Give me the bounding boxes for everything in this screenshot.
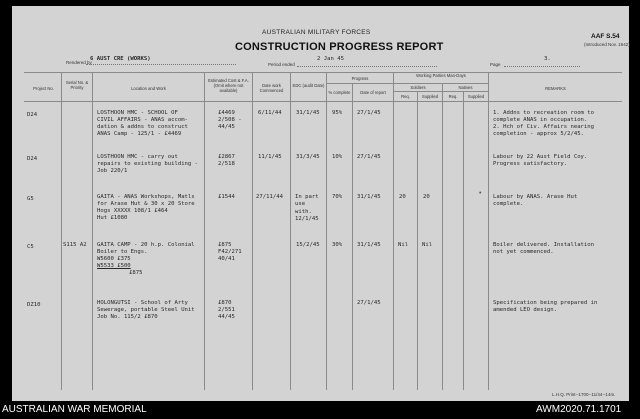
row-cost-line: £1544 (218, 194, 235, 200)
col-header-commenced: Date work Commenced (259, 83, 284, 93)
col-header-progress: Progress (351, 76, 369, 81)
table-header-rule (24, 101, 622, 102)
page-value: 3. (544, 56, 551, 62)
row-cost-line: £4469 (218, 110, 235, 116)
report-sheet (12, 6, 629, 401)
print-imprint: L.H.Q. Print--1700--11/44--14m. (552, 392, 616, 397)
col-divider (417, 91, 418, 390)
archive-name: AUSTRALIAN WAR MEMORIAL (2, 404, 147, 415)
row-location-line: Boiler to Engs. (97, 249, 148, 255)
row-cost-line: 40/41 (218, 256, 235, 262)
row-cost-line: F42/271 (218, 249, 242, 255)
row-remarks-line: not yet commenced. (493, 249, 554, 255)
row-remarks-line: complete. (493, 201, 524, 207)
row-remarks-line: amended LEO design. (493, 307, 557, 313)
row-location-line: GAITA CAMP - 20 h.p. Colonial (97, 242, 195, 248)
row-remarks-line: Specification being prepared in (493, 300, 598, 306)
row-project-no: G5 (27, 196, 34, 202)
col-divider (488, 72, 489, 390)
row-edc: In part use with. 12/1/45 (295, 194, 319, 223)
col-header-natives-req: Req. (448, 94, 458, 99)
period-line (297, 66, 437, 67)
row-pct: 95% (332, 110, 343, 116)
row-edc: 31/1/45 (296, 110, 320, 116)
col-header-cost: Estimated Cost & F.A. (Omit where not available) (208, 78, 249, 93)
row-location-line: W5533 £500 (97, 263, 131, 269)
row-location-line: for Arase Hut & 30 x 20 Store (97, 201, 195, 207)
page-title: CONSTRUCTION PROGRESS REPORT (235, 41, 444, 53)
row-date-report: 27/1/45 (357, 110, 381, 116)
row-date-report: 31/1/45 (357, 242, 381, 248)
col-header-project: Project No. (33, 86, 54, 91)
col-header-soldiers: Soldiers (410, 85, 426, 90)
row-location-line: Job No. 115/2 £870 (97, 314, 158, 320)
working-parties-sub-rule (393, 83, 488, 84)
row-pct: 10% (332, 154, 343, 160)
col-header-remarks: REMARKS (545, 86, 566, 91)
row-project-no: D24 (27, 112, 38, 118)
col-divider (326, 72, 327, 390)
col-header-date-report: Date of report (360, 90, 386, 95)
row-remarks-line: Labour by 22 Aust Field Coy. (493, 154, 588, 160)
row-edc: 31/3/45 (296, 154, 320, 160)
row-edc: 15/2/45 (296, 242, 320, 248)
row-cost-line: 2/518 (218, 161, 235, 167)
row-location-line: CIVIL AFFAIRS - ANAS accom- (97, 117, 188, 123)
col-divider (442, 83, 443, 390)
row-commenced: 27/11/44 (256, 194, 283, 200)
row-remarks-line: 1. Addns to recreation room to (493, 110, 595, 116)
row-location-line: W5600 £375 (97, 256, 131, 262)
rendered-by-label: Rendered by (66, 60, 92, 65)
row-remarks-line: Labour by ANAS. Arase Hut (493, 194, 578, 200)
row-cost-line: 2/551 (218, 307, 235, 313)
row-soldiers-req: Nil (398, 242, 409, 248)
form-code: AAF S.54 (591, 33, 620, 40)
row-location-line: repairs to existing building - (97, 161, 199, 167)
col-divider (61, 72, 62, 390)
row-cost-line: £2867 (218, 154, 235, 160)
rendered-by-line (86, 64, 236, 65)
row-location-line: dation & addns to construct (97, 124, 188, 130)
table-top-rule (24, 72, 622, 73)
row-location-line: HOLONGUTSI - School of Arty (97, 300, 188, 306)
row-remarks-line: Boiler delivered. Installation (493, 242, 595, 248)
row-remarks-line: complete ANAS in occupation. (493, 117, 588, 123)
row-project-no: D24 (27, 156, 38, 162)
page-line (504, 66, 580, 67)
row-location-line: LOSTHOON HMC - SCHOOL OF (97, 110, 178, 116)
rendered-by-value: 6 AUST CRE (WORKS) (90, 56, 151, 62)
row-location-line: LOSTHOON HMC - carry out (97, 154, 178, 160)
row-cost-line: £875 (218, 242, 232, 248)
period-value: 2 Jan 45 (317, 56, 344, 62)
row-soldiers-supplied: 20 (423, 194, 430, 200)
row-cost-line: 2/508 - (218, 117, 242, 123)
row-location-line: £875 (129, 270, 143, 276)
stray-mark: • (479, 190, 482, 197)
form-code-note: (Introduced Nov. 1942) (584, 42, 630, 47)
row-location-line: ANAS Camp - 125/1 - £4469 (97, 131, 182, 137)
org-heading: AUSTRALIAN MILITARY FORCES (262, 29, 371, 36)
col-header-soldiers-supplied: Supplied (421, 94, 439, 99)
col-header-natives: Natives (458, 85, 473, 90)
col-divider (393, 72, 394, 390)
row-location-line: Hogs XXXXX 108/1 £464 (97, 208, 168, 214)
page-label: Page (490, 62, 501, 67)
row-pct: 30% (332, 242, 343, 248)
row-location-line: Sewerage, portable Steel Unit (97, 307, 195, 313)
col-divider (252, 72, 253, 390)
col-divider (463, 91, 464, 390)
col-header-soldiers-req: Req. (401, 94, 410, 99)
period-label: Period ended (268, 62, 295, 67)
row-soldiers-supplied: Nil (422, 242, 433, 248)
row-date-report: 27/1/45 (357, 154, 381, 160)
row-cost-line: £870 (218, 300, 232, 306)
row-commenced: 6/11/44 (258, 110, 282, 116)
col-divider (92, 72, 93, 390)
row-pct: 70% (332, 194, 343, 200)
row-cost-line: 44/45 (218, 124, 235, 130)
col-divider (290, 72, 291, 390)
col-header-pct: % complete (328, 90, 351, 95)
row-soldiers-req: 20 (399, 194, 406, 200)
col-header-serial: Serial No. & Priority (65, 80, 89, 90)
col-header-natives-supplied: Supplied (467, 94, 485, 99)
col-header-edc: EDC (audit Date) (292, 83, 325, 88)
row-project-no: DZ10 (27, 302, 41, 308)
archive-id: AWM2020.71.1701 (536, 404, 622, 415)
col-divider (204, 72, 205, 390)
row-location-line: Job 220/1 (97, 168, 128, 174)
row-cost-line: 44/45 (218, 314, 235, 320)
archive-footer (0, 401, 640, 419)
row-remarks-line: Progress satisfactory. (493, 161, 568, 167)
row-commenced: 11/1/45 (258, 154, 282, 160)
row-project-no: C5 (27, 244, 34, 250)
col-header-working-parties: Working Parties Man-Days (416, 73, 466, 78)
row-location-line: Hut £1080 (97, 215, 128, 221)
col-divider (352, 83, 353, 390)
col-header-location: Location and Work (131, 86, 166, 91)
row-date-report: 31/1/45 (357, 194, 381, 200)
soldiers-natives-sub-rule (393, 91, 488, 92)
row-date-report: 27/1/45 (357, 300, 381, 306)
row-serial-priority: S115 A2 (63, 242, 87, 248)
row-remarks-line: completion - approx 5/2/45. (493, 131, 584, 137)
row-remarks-line: 2. Hch of Civ. Affairs nearing (493, 124, 595, 130)
row-location-line: GAITA - ANAS Workshops, Matls (97, 194, 195, 200)
progress-sub-rule (326, 83, 393, 84)
